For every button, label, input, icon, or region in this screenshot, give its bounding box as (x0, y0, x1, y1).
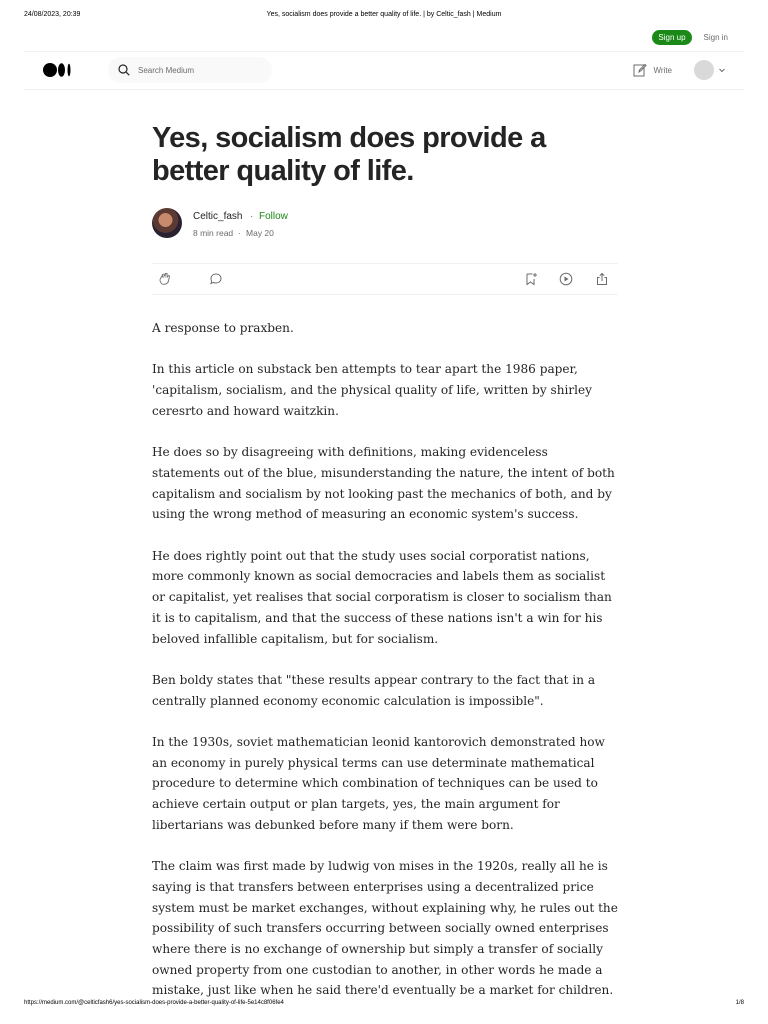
search-icon (118, 64, 130, 76)
article-action-bar (152, 263, 618, 295)
article-paragraph: Ben boldy states that "these results appear contrary to the fact that in a centrally planned economy economic calculation is impossible". (152, 672, 596, 708)
share-icon[interactable] (595, 272, 609, 286)
write-label: Write (653, 65, 672, 75)
sign-up-button[interactable]: Sign up (652, 30, 691, 45)
navbar (24, 51, 744, 90)
article-body (152, 318, 618, 1022)
follow-button[interactable]: Follow (259, 211, 288, 222)
write-icon (633, 63, 647, 77)
print-page-number: 1/8 (735, 1000, 744, 1006)
article-paragraph: In this article on substack ben attempts to tear apart the 1986 paper, 'capitalism, socialism, and the physical quality of life, written by shirley ceresrto and howard waitzkin. (152, 362, 592, 418)
user-avatar-menu[interactable] (694, 60, 726, 80)
article-paragraph: He does so by disagreeing with definitions, making evidenceless statements out of the blue, misunderstanding the nature, the intent of both capitalism and socialism by not looking past the mechanics of both, and by using the wrong method of measuring an economic system's success. (152, 445, 615, 522)
print-page-title: Yes, socialism does provide a better quality of life. | by Celtic_fash | Medium (266, 11, 502, 18)
separator-dot: · (250, 211, 254, 222)
comment-icon[interactable] (209, 272, 223, 286)
top-actions (652, 30, 728, 45)
author-avatar[interactable] (152, 208, 182, 238)
publish-date: May 20 (246, 228, 274, 238)
bookmark-add-icon[interactable] (524, 272, 538, 286)
clap-icon[interactable] (158, 272, 172, 286)
medium-logo-icon[interactable] (43, 63, 73, 77)
article-paragraph: A response to praxben. (152, 321, 294, 335)
search-input[interactable] (138, 63, 258, 77)
print-url: https://medium.com/@celticfash6/yes-socialism-does-provide-a-better-quality-of-life-5e14c8f06fe4 (24, 1000, 284, 1006)
article-meta (193, 228, 274, 238)
write-button[interactable] (633, 63, 672, 77)
article-paragraph: In the 1930s, soviet mathematician leonid kantorovich demonstrated how an economy in purely physical terms can use determinate mathematical procedure to determine which combination of techniques can be used to achieve certain output or plan targets, yes, the main argument for libertarians was debunked before many if them were born. (152, 734, 605, 832)
author-name[interactable]: Celtic_fash (193, 211, 243, 222)
listen-play-icon[interactable] (559, 272, 573, 286)
print-footer (24, 1000, 744, 1010)
chevron-down-icon (718, 66, 726, 74)
sign-in-link[interactable]: Sign in (703, 33, 728, 42)
search-box[interactable] (108, 57, 272, 83)
avatar (694, 60, 714, 80)
print-header (24, 11, 744, 23)
separator-dot: · (238, 228, 242, 238)
print-date: 24/08/2023, 20:39 (24, 11, 81, 18)
article-title: Yes, socialism does provide a better quality of life. (152, 122, 546, 187)
author-row (152, 208, 452, 240)
article-paragraph: The claim was first made by ludwig von mises in the 1920s, really all he is saying is that transfers between enterprises using a decentralized price system must be market exchanges, without explaining why, he rules out the possibility of such transfers occurring between socially owned enterprises where there is no exchange of ownership but simply a transfer of socially owned property from one custodian to another, in other words he made a mistake, just like when he said there'd eventually be a market for children. (152, 859, 618, 998)
article-paragraph: He does rightly point out that the study uses social corporatist nations, more commonly known as social democracies and labels them as socialist or capitalist, yet realises that social corporatism is closer to socialism than it is to capitalism, and that the success of these nations isn't a win for his beloved infallible capitalism, but for socialism. (152, 548, 612, 646)
read-time: 8 min read (193, 228, 234, 238)
